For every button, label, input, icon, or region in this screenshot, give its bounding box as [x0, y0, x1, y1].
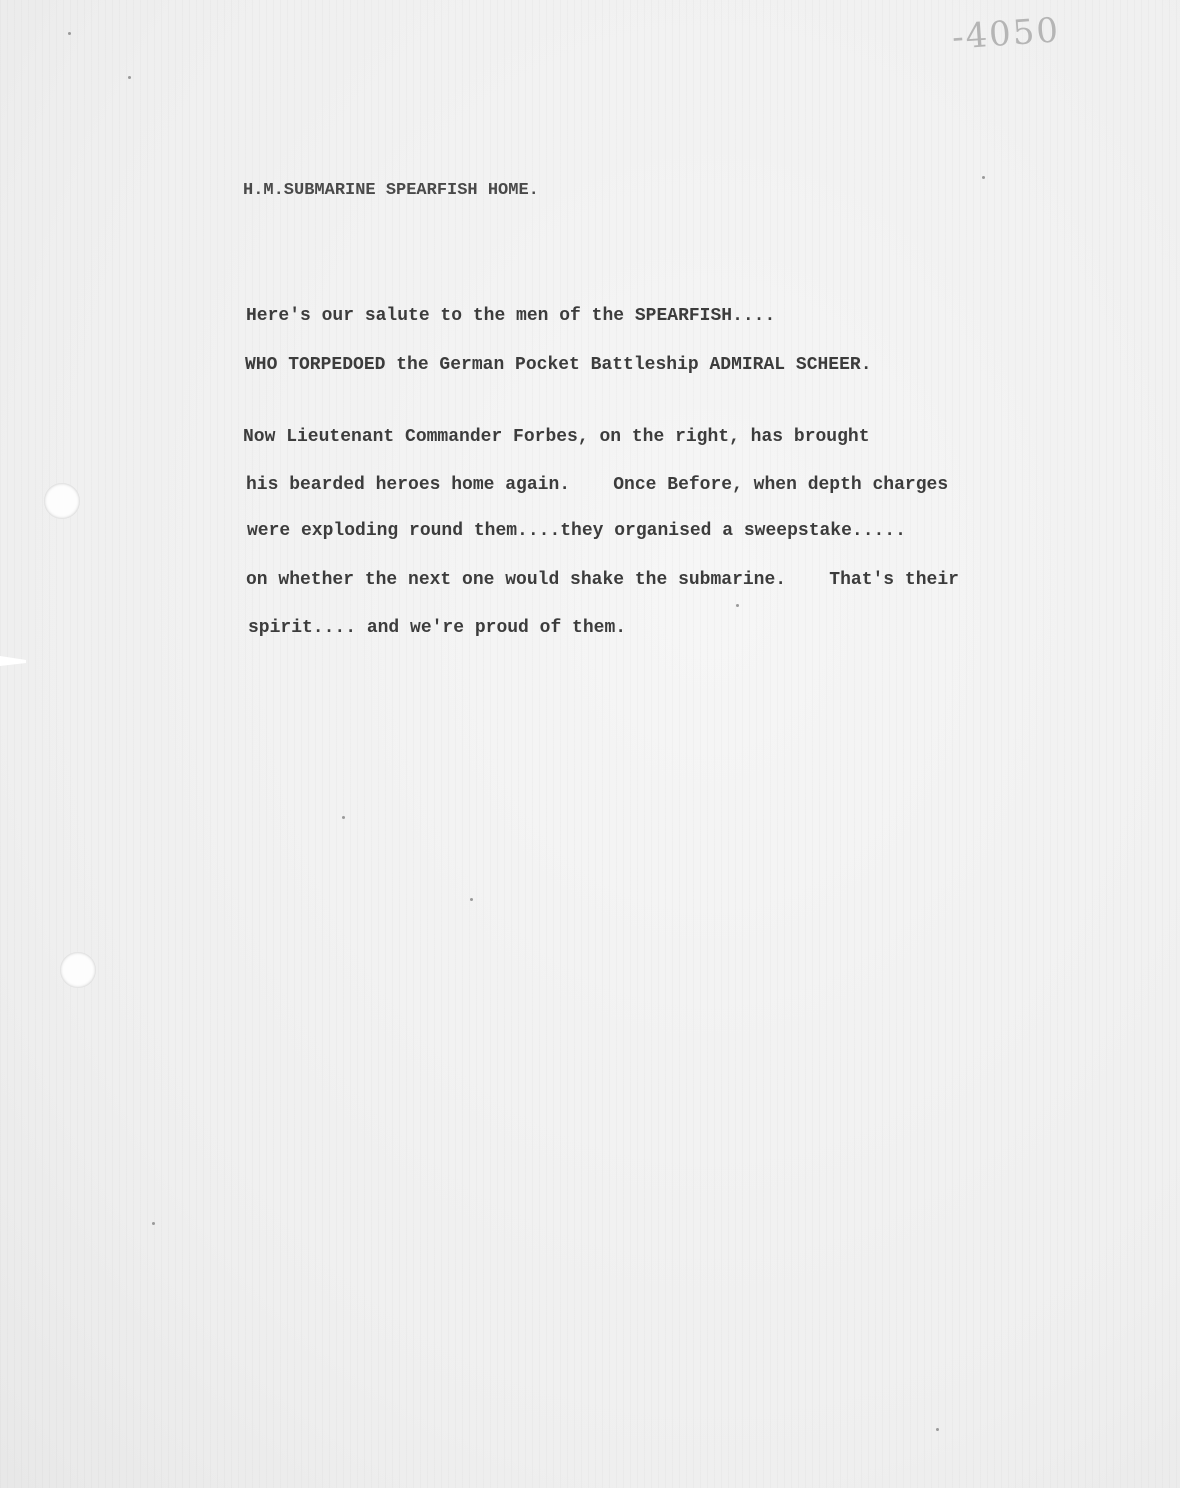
paper-speck — [68, 32, 71, 35]
paper-speck — [128, 76, 131, 79]
punch-hole-top — [44, 483, 80, 519]
paper-speck — [342, 816, 345, 819]
paragraph-1-line-1: Here's our salute to the men of the SPEARFISH.... — [246, 306, 776, 326]
paper-speck — [982, 176, 985, 179]
paper-speck — [936, 1428, 939, 1431]
paper-edge-mark — [0, 656, 26, 666]
paragraph-2-line-4: on whether the next one would shake the submarine. That's their — [246, 570, 959, 590]
paragraph-1-line-2: WHO TORPEDOED the German Pocket Battleship ADMIRAL SCHEER. — [245, 355, 872, 375]
document-title: H.M.SUBMARINE SPEARFISH HOME. — [243, 181, 539, 200]
paper-speck — [470, 898, 473, 901]
punch-hole-bottom — [60, 952, 96, 988]
paper-speck — [736, 604, 739, 607]
paragraph-2-line-2: his bearded heroes home again. Once Before, when depth charges — [246, 475, 949, 495]
paragraph-2-line-1: Now Lieutenant Commander Forbes, on the right, has brought — [243, 427, 870, 447]
paper-speck — [152, 1222, 155, 1225]
paragraph-2-line-3: were exploding round them....they organised a sweepstake..... — [247, 521, 906, 541]
handwritten-reference-mark: -4050 — [950, 10, 1062, 58]
paragraph-2-line-5: spirit.... and we're proud of them. — [248, 618, 627, 638]
